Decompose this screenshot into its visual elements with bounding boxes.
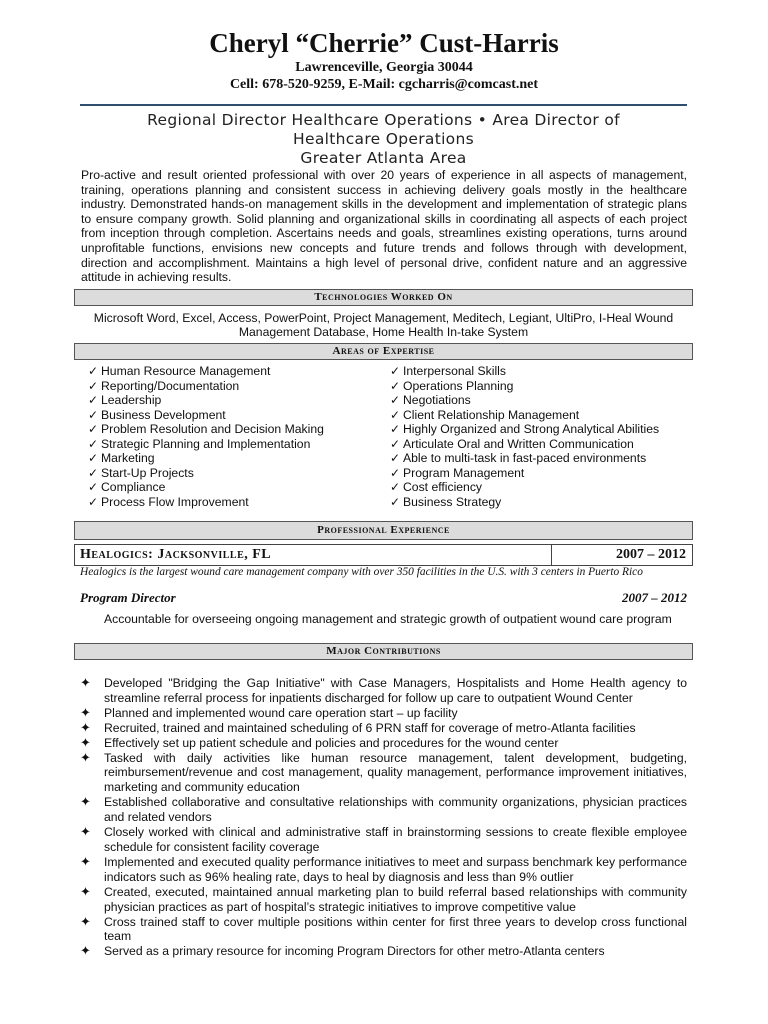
checkmark-icon: ✓ <box>390 422 401 436</box>
employer-description: Healogics is the largest wound care management company with over 350 facilities in the U.S. with 3 centers in Puerto Rico <box>80 566 643 578</box>
expertise-item <box>80 379 324 394</box>
four-point-star-bullet-icon: ✦ <box>80 913 91 929</box>
summary-paragraph: Pro-active and result oriented professional with over 20 years of experience in all aspects of management, training, operations planning and consistent success in achieving delivery goals mostly in the healthcare industry. Demonstrated hands-on management skills in the development and implementation of strategic plans to ensure company growth. Solid planning and organizational skills in coordinating all aspects of each project from inception through completion. Ascertains needs and goals, streamlines existing operations, turns around unprofitable functions, envisions new concepts and future trends and follows through with development, direction and accomplishment. Maintains a high level of personal drive, confident nature and an aggressive attitude in achieving results. <box>81 168 687 285</box>
expertise-item <box>382 466 659 481</box>
role-row <box>80 590 687 606</box>
expertise-item <box>80 437 324 452</box>
expertise-label: Program Management <box>403 465 525 480</box>
role-dates: 2007 – 2012 <box>622 590 687 605</box>
headline-line-1: Regional Director Healthcare Operations • Area Director of <box>147 111 620 129</box>
expertise-label: Able to multi-task in fast-paced environments <box>403 451 647 465</box>
four-point-star-bullet-icon: ✦ <box>80 675 91 690</box>
expertise-item <box>80 364 324 379</box>
employer-row <box>74 544 693 566</box>
expertise-label: Leadership <box>101 393 162 407</box>
contribution-text: Cross trained staff to cover multiple positions within center for first three years to develop cross functional team <box>104 914 687 944</box>
expertise-label: Business Development <box>101 407 226 422</box>
expertise-item <box>382 422 659 437</box>
expertise-item <box>80 466 324 481</box>
expertise-list-left <box>80 364 324 509</box>
contribution-text: Tasked with daily activities like human resource management, talent development, budgeting, reimbursement/revenue and cost management, quality management, performance improvement initiatives, marketing and community education <box>104 750 687 795</box>
expertise-item <box>382 451 659 466</box>
expertise-item <box>80 495 324 510</box>
contribution-item <box>80 855 687 885</box>
contact-line: Cell: 678-520-9259, E-Mail: cgcharris@comcast.net <box>229 77 539 92</box>
expertise-label: Human Resource Management <box>101 364 271 378</box>
expertise-label: Cost efficiency <box>403 480 483 494</box>
expertise-heading: Areas of Expertise <box>74 343 693 360</box>
expertise-label: Business Strategy <box>403 494 502 509</box>
candidate-name: Cheryl “Cherrie” Cust-Harris <box>209 28 559 58</box>
expertise-label: Negotiations <box>403 393 471 407</box>
expertise-item <box>80 393 324 408</box>
expertise-list-right <box>382 364 659 509</box>
expertise-label: Interpersonal Skills <box>403 364 506 378</box>
contribution-text: Planned and implemented wound care operation start – up facility <box>104 705 458 720</box>
role-description: Accountable for overseeing ongoing management and strategic growth of outpatient wound care program <box>104 612 672 626</box>
contribution-item <box>80 915 687 945</box>
four-point-star-bullet-icon: ✦ <box>80 704 91 720</box>
checkmark-icon: ✓ <box>88 422 99 436</box>
contribution-item <box>80 736 687 751</box>
expertise-label: Process Flow Improvement <box>101 494 249 509</box>
checkmark-icon: ✓ <box>390 407 401 422</box>
header-divider <box>80 104 687 106</box>
contribution-text: Developed "Bridging the Gap Initiative" with Case Managers, Hospitalists and Home Health agency to streamline referral process for inpatients discharged for follow up care to outpatient Wound Center <box>104 676 687 705</box>
checkmark-icon: ✓ <box>88 480 99 494</box>
expertise-item <box>80 408 324 423</box>
contribution-text: Established collaborative and consultative relationships with community organizations, physician practices and related vendors <box>104 795 687 825</box>
checkmark-icon: ✓ <box>88 393 99 407</box>
contributions-heading: Major Contributions <box>74 643 693 660</box>
four-point-star-bullet-icon: ✦ <box>80 883 91 899</box>
expertise-item <box>382 495 659 510</box>
expertise-item <box>382 408 659 423</box>
four-point-star-bullet-icon: ✦ <box>80 943 91 959</box>
contribution-item <box>80 676 687 706</box>
checkmark-icon: ✓ <box>88 465 99 480</box>
checkmark-icon: ✓ <box>88 436 99 451</box>
expertise-label: Marketing <box>101 451 155 465</box>
contribution-text: Served as a primary resource for incoming Program Directors for other metro-Atlanta centers <box>104 944 605 959</box>
contribution-text: Implemented and executed quality performance initiatives to meet and surpass benchmark key performance indicators such as 96% healing rate, days to heal by diagnosis and less than 9% outlier <box>104 854 687 884</box>
contribution-item <box>80 751 687 796</box>
contribution-item <box>80 825 687 855</box>
four-point-star-bullet-icon: ✦ <box>80 794 91 810</box>
expertise-label: Client Relationship Management <box>403 407 580 422</box>
four-point-star-bullet-icon: ✦ <box>80 824 91 840</box>
contribution-text: Effectively set up patient schedule and policies and procedures for the wound center <box>104 735 559 750</box>
expertise-item <box>382 379 659 394</box>
four-point-star-bullet-icon: ✦ <box>80 749 91 765</box>
headline-line-3: Greater Atlanta Area <box>300 149 467 167</box>
checkmark-icon: ✓ <box>88 451 99 465</box>
role-title: Program Director <box>80 590 176 605</box>
checkmark-icon: ✓ <box>390 451 401 465</box>
expertise-label: Start-Up Projects <box>101 465 194 480</box>
technologies-heading: Technologies Worked On <box>74 289 693 306</box>
headline <box>80 111 687 168</box>
contribution-text: Recruited, trained and maintained scheduling of 6 PRN staff for coverage of metro-Atlanta facilities <box>104 720 636 735</box>
expertise-item <box>80 480 324 495</box>
four-point-star-bullet-icon: ✦ <box>80 734 91 750</box>
checkmark-icon: ✓ <box>390 436 401 451</box>
contribution-item <box>80 795 687 825</box>
four-point-star-bullet-icon: ✦ <box>80 719 91 735</box>
checkmark-icon: ✓ <box>390 480 401 494</box>
checkmark-icon: ✓ <box>390 465 401 480</box>
checkmark-icon: ✓ <box>390 494 401 509</box>
contribution-item <box>80 706 687 721</box>
technologies-list: Microsoft Word, Excel, Access, PowerPoint, Project Management, Meditech, Legiant, UltiPro, I-Heal Wound Management Database, Home Health In-take System <box>93 311 674 340</box>
checkmark-icon: ✓ <box>88 494 99 509</box>
expertise-label: Articulate Oral and Written Communication <box>403 436 634 451</box>
expertise-label: Operations Planning <box>403 378 514 393</box>
expertise-label: Strategic Planning and Implementation <box>101 436 311 451</box>
contribution-text: Closely worked with clinical and administrative staff in brainstorming sessions to create flexible employee schedule for consistent facility coverage <box>104 825 687 854</box>
checkmark-icon: ✓ <box>390 364 401 378</box>
expertise-item <box>382 364 659 379</box>
headline-line-2: Healthcare Operations <box>293 130 474 148</box>
checkmark-icon: ✓ <box>390 378 401 393</box>
contribution-item <box>80 885 687 915</box>
address: Lawrenceville, Georgia 30044 <box>295 60 473 75</box>
checkmark-icon: ✓ <box>88 364 99 378</box>
expertise-item <box>382 437 659 452</box>
contribution-text: Created, executed, maintained annual marketing plan to build referral based relationships with community physician practices as part of hospital’s strategic initiatives to improve competitive value <box>104 884 687 914</box>
four-point-star-bullet-icon: ✦ <box>80 853 91 869</box>
expertise-item <box>382 480 659 495</box>
expertise-item <box>80 422 324 437</box>
checkmark-icon: ✓ <box>88 407 99 422</box>
contribution-item <box>80 944 687 959</box>
experience-heading: Professional Experience <box>74 521 693 540</box>
checkmark-icon: ✓ <box>390 393 401 407</box>
employer-dates: 2007 – 2012 <box>616 547 686 562</box>
expertise-label: Reporting/Documentation <box>101 378 240 393</box>
expertise-label: Highly Organized and Strong Analytical Abilities <box>403 422 660 436</box>
contribution-item <box>80 721 687 736</box>
expertise-item <box>80 451 324 466</box>
checkmark-icon: ✓ <box>88 378 99 393</box>
employer-name: Healogics: Jacksonville, FL <box>75 545 552 565</box>
expertise-item <box>382 393 659 408</box>
expertise-label: Compliance <box>101 480 166 494</box>
expertise-label: Problem Resolution and Decision Making <box>101 422 324 436</box>
contributions-list <box>80 676 687 959</box>
